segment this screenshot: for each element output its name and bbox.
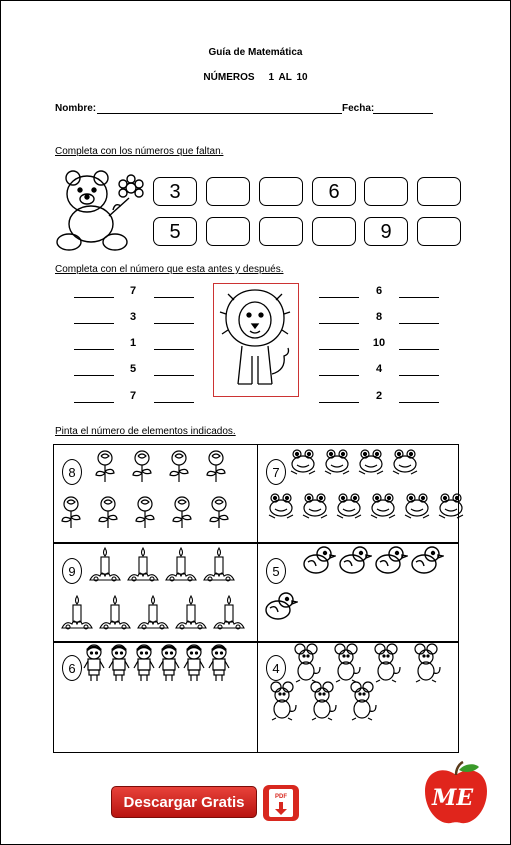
sequence-number: 1 <box>129 337 137 349</box>
before-blank[interactable] <box>319 297 359 298</box>
frog-icon[interactable] <box>356 447 386 482</box>
before-blank[interactable] <box>74 375 114 376</box>
section1-instruction: Completa con los números que faltan. <box>55 146 224 157</box>
frog-icon[interactable] <box>436 491 466 526</box>
before-blank[interactable] <box>74 323 114 324</box>
rose-icon[interactable] <box>58 495 84 534</box>
teddy-bear-icon <box>51 166 149 254</box>
given-number-box: 6 <box>312 177 356 206</box>
answer-box[interactable] <box>417 177 461 206</box>
after-blank[interactable] <box>154 375 194 376</box>
pdf-label: PDF <box>275 794 287 800</box>
section3-instruction: Pinta el número de elementos indicados. <box>55 426 236 437</box>
page-subtitle <box>1 72 510 83</box>
download-free-button[interactable]: Descargar Gratis <box>111 786 257 818</box>
boy-icon[interactable] <box>207 643 231 688</box>
name-field[interactable] <box>97 113 342 114</box>
sequence-number: 10 <box>372 337 386 349</box>
after-blank[interactable] <box>399 297 439 298</box>
rose-icon[interactable] <box>169 495 195 534</box>
answer-box[interactable] <box>259 217 303 246</box>
candle-icon[interactable] <box>174 594 208 637</box>
before-blank[interactable] <box>74 297 114 298</box>
mouse-icon[interactable] <box>266 681 298 726</box>
counting-cell-candle <box>53 543 258 642</box>
name-label: Nombre: <box>55 103 97 114</box>
before-blank[interactable] <box>74 349 114 350</box>
count-number: 4 <box>266 655 286 681</box>
answer-box[interactable] <box>417 217 461 246</box>
after-blank[interactable] <box>399 402 439 403</box>
counting-cell-boy <box>53 642 258 753</box>
candle-icon[interactable] <box>88 546 122 589</box>
candle-icon[interactable] <box>126 546 160 589</box>
candle-icon[interactable] <box>212 594 246 637</box>
sequence-number: 7 <box>129 285 137 297</box>
given-number-box: 9 <box>364 217 408 246</box>
sequence-number: 4 <box>375 363 383 375</box>
after-blank[interactable] <box>399 375 439 376</box>
rose-icon[interactable] <box>132 495 158 534</box>
duck-icon[interactable] <box>338 544 372 581</box>
mouse-icon[interactable] <box>346 681 378 726</box>
rose-icon[interactable] <box>166 449 192 488</box>
rose-icon[interactable] <box>203 449 229 488</box>
subtitle-right: 1 AL 10 <box>268 72 308 83</box>
candle-icon[interactable] <box>136 594 170 637</box>
sequence-number: 6 <box>375 285 383 297</box>
count-number: 7 <box>266 459 286 485</box>
rose-icon[interactable] <box>92 449 118 488</box>
after-blank[interactable] <box>399 323 439 324</box>
before-blank[interactable] <box>319 349 359 350</box>
count-number: 6 <box>62 655 82 681</box>
candle-icon[interactable] <box>164 546 198 589</box>
candle-icon[interactable] <box>202 546 236 589</box>
date-label: Fecha: <box>342 103 375 114</box>
duck-icon[interactable] <box>410 544 444 581</box>
duck-icon[interactable] <box>374 544 408 581</box>
answer-box[interactable] <box>364 177 408 206</box>
counting-cell-duck <box>257 543 459 642</box>
section2-instruction: Completa con el número que esta antes y después. <box>55 264 284 275</box>
subtitle-left: NÚMEROS <box>203 72 255 83</box>
sequence-number: 5 <box>129 363 137 375</box>
after-blank[interactable] <box>154 323 194 324</box>
lion-picture-frame <box>213 283 299 397</box>
page-title: Guía de Matemática <box>208 47 303 58</box>
before-blank[interactable] <box>319 375 359 376</box>
frog-icon[interactable] <box>266 491 296 526</box>
sequence-number: 7 <box>129 390 137 402</box>
rose-icon[interactable] <box>206 495 232 534</box>
frog-icon[interactable] <box>390 447 420 482</box>
candle-icon[interactable] <box>98 594 132 637</box>
answer-box[interactable] <box>206 217 250 246</box>
counting-cell-frog <box>257 444 459 543</box>
after-blank[interactable] <box>154 297 194 298</box>
count-number: 9 <box>62 558 82 584</box>
given-number-box: 3 <box>153 177 197 206</box>
count-number: 5 <box>266 558 286 584</box>
lion-icon <box>214 284 297 395</box>
frog-icon[interactable] <box>368 491 398 526</box>
rose-icon[interactable] <box>129 449 155 488</box>
boy-icon[interactable] <box>107 643 131 688</box>
duck-icon[interactable] <box>302 544 336 581</box>
sequence-number: 3 <box>129 311 137 323</box>
after-blank[interactable] <box>399 349 439 350</box>
frog-icon[interactable] <box>322 447 352 482</box>
sequence-number: 2 <box>375 390 383 402</box>
candle-icon[interactable] <box>60 594 94 637</box>
answer-box[interactable] <box>312 217 356 246</box>
mouse-icon[interactable] <box>410 643 442 688</box>
logo-text: ME <box>432 785 474 811</box>
mouse-icon[interactable] <box>306 681 338 726</box>
given-number-box: 5 <box>153 217 197 246</box>
boy-icon[interactable] <box>157 643 181 688</box>
counting-cell-rose <box>53 444 258 543</box>
answer-box[interactable] <box>259 177 303 206</box>
frog-icon[interactable] <box>334 491 364 526</box>
counting-cell-mouse <box>257 642 459 753</box>
frog-icon[interactable] <box>288 447 318 482</box>
boy-icon[interactable] <box>82 643 106 688</box>
answer-box[interactable] <box>206 177 250 206</box>
sequence-number: 8 <box>375 311 383 323</box>
before-blank[interactable] <box>319 402 359 403</box>
before-blank[interactable] <box>319 323 359 324</box>
pdf-download-icon[interactable] <box>263 785 299 821</box>
date-field[interactable] <box>373 113 433 114</box>
duck-icon[interactable] <box>264 590 298 627</box>
rose-icon[interactable] <box>95 495 121 534</box>
frog-icon[interactable] <box>402 491 432 526</box>
count-number: 8 <box>62 459 82 485</box>
after-blank[interactable] <box>154 349 194 350</box>
before-blank[interactable] <box>74 402 114 403</box>
frog-icon[interactable] <box>300 491 330 526</box>
boy-icon[interactable] <box>182 643 206 688</box>
after-blank[interactable] <box>154 402 194 403</box>
boy-icon[interactable] <box>132 643 156 688</box>
